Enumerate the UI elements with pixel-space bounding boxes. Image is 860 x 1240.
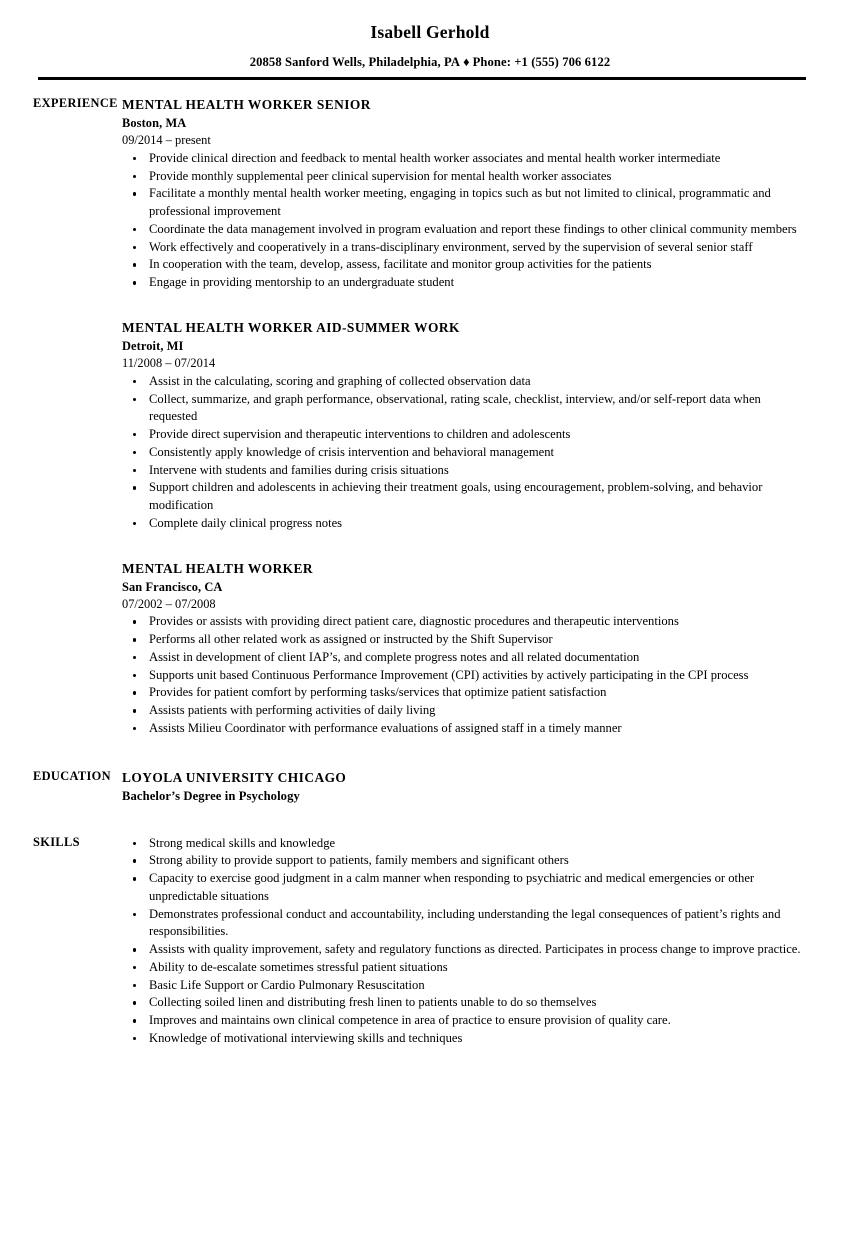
list-item: Performs all other related work as assigned or instructed by the Shift Supervisor (122, 631, 806, 649)
list-item: Improves and maintains own clinical competence in area of practice to ensure provision of quality care. (122, 1012, 806, 1030)
list-item: Collecting soiled linen and distributing fresh linen to patients unable to do so themselves (122, 994, 806, 1012)
job-responsibility-list (122, 373, 806, 533)
list-item: Provides for patient comfort by performing tasks/services that optimize patient satisfaction (122, 684, 806, 702)
job-dates: 07/2002 – 07/2008 (122, 596, 216, 611)
experience-job (122, 560, 806, 738)
list-item: Capacity to exercise good judgment in a calm manner when responding to psychiatric and medical emergencies or other unpredictable situations (122, 870, 806, 906)
list-item: Provide monthly supplemental peer clinical supervision for mental health worker associates (122, 168, 806, 186)
list-item: Work effectively and cooperatively in a trans-disciplinary environment, served by the supervision of several senior staff (122, 239, 806, 257)
job-location: Detroit, MI (122, 339, 184, 354)
list-item: Ability to de-escalate sometimes stressful patient situations (122, 959, 806, 977)
experience-job (122, 96, 806, 292)
list-item: Engage in providing mentorship to an undergraduate student (122, 274, 806, 292)
section-education (0, 769, 860, 806)
list-item: Support children and adolescents in achieving their treatment goals, using encouragement, problem-solving, and behavior modification (122, 479, 806, 515)
section-label-skills: SKILLS (33, 834, 80, 849)
list-item: Assist in the calculating, scoring and graphing of collected observation data (122, 373, 806, 391)
job-dates: 09/2014 – present (122, 133, 211, 148)
list-item: Supports unit based Continuous Performance Improvement (CPI) activities by actively participating in the CPI process (122, 667, 806, 685)
experience-job (122, 319, 806, 533)
list-item: Provides or assists with providing direct patient care, diagnostic procedures and therapeutic interventions (122, 613, 806, 631)
list-item: Provide direct supervision and therapeutic interventions to children and adolescents (122, 426, 806, 444)
list-item: Consistently apply knowledge of crisis intervention and behavioral management (122, 444, 806, 462)
contact-line (0, 55, 860, 70)
list-item: Facilitate a monthly mental health worker meeting, engaging in topics such as but not limited to clinical, programmatic and professional improvement (122, 185, 806, 221)
list-item: Strong medical skills and knowledge (122, 835, 806, 853)
section-experience (0, 96, 860, 738)
list-item: Demonstrates professional conduct and accountability, including understanding the legal consequences of patient’s rights and responsibilities. (122, 906, 806, 942)
education-school: LOYOLA UNIVERSITY CHICAGO (122, 769, 347, 785)
job-title: MENTAL HEALTH WORKER (122, 560, 314, 576)
education-entry (122, 769, 806, 806)
skills-entries (122, 835, 860, 1048)
education-entries (122, 769, 860, 806)
skills-list (122, 835, 806, 1048)
list-item: Collect, summarize, and graph performance, observational, rating scale, checklist, interview, and/or self-report data when requested (122, 391, 806, 427)
section-label-education: EDUCATION (33, 768, 111, 783)
job-title: MENTAL HEALTH WORKER AID-SUMMER WORK (122, 319, 460, 335)
section-label-experience: EXPERIENCE (33, 95, 118, 110)
list-item: Complete daily clinical progress notes (122, 515, 806, 533)
job-responsibility-list (122, 150, 806, 292)
list-item: Provide clinical direction and feedback to mental health worker associates and mental health worker intermediate (122, 150, 806, 168)
education-degree: Bachelor’s Degree in Psychology (122, 789, 300, 804)
list-item: Basic Life Support or Cardio Pulmonary Resuscitation (122, 977, 806, 995)
list-item: Assists with quality improvement, safety and regulatory functions as directed. Participates in process change to improve practice. (122, 941, 806, 959)
list-item: In cooperation with the team, develop, assess, facilitate and monitor group activities for the patients (122, 256, 806, 274)
diamond-separator-icon: ♦ (463, 54, 470, 69)
job-dates: 11/2008 – 07/2014 (122, 356, 216, 371)
list-item: Strong ability to provide support to patients, family members and significant others (122, 852, 806, 870)
list-item: Coordinate the data management involved in program evaluation and report these findings to other clinical community members (122, 221, 806, 239)
job-location: San Francisco, CA (122, 579, 223, 594)
resume-header (0, 0, 860, 80)
list-item: Intervene with students and families during crisis situations (122, 462, 806, 480)
experience-entries (122, 96, 860, 738)
job-title: MENTAL HEALTH WORKER SENIOR (122, 96, 371, 112)
candidate-name: Isabell Gerhold (370, 22, 490, 42)
job-location: Boston, MA (122, 116, 187, 131)
list-item: Assists patients with performing activities of daily living (122, 702, 806, 720)
list-item: Knowledge of motivational interviewing skills and techniques (122, 1030, 806, 1048)
list-item: Assist in development of client IAP’s, and complete progress notes and all related documentation (122, 649, 806, 667)
contact-address: 20858 Sanford Wells, Philadelphia, PA (249, 54, 461, 69)
section-skills (0, 835, 860, 1048)
job-responsibility-list (122, 613, 806, 737)
contact-phone: Phone: +1 (555) 706 6122 (472, 54, 611, 69)
list-item: Assists Milieu Coordinator with performance evaluations of assigned staff in a timely manner (122, 720, 806, 738)
header-divider (38, 77, 806, 80)
